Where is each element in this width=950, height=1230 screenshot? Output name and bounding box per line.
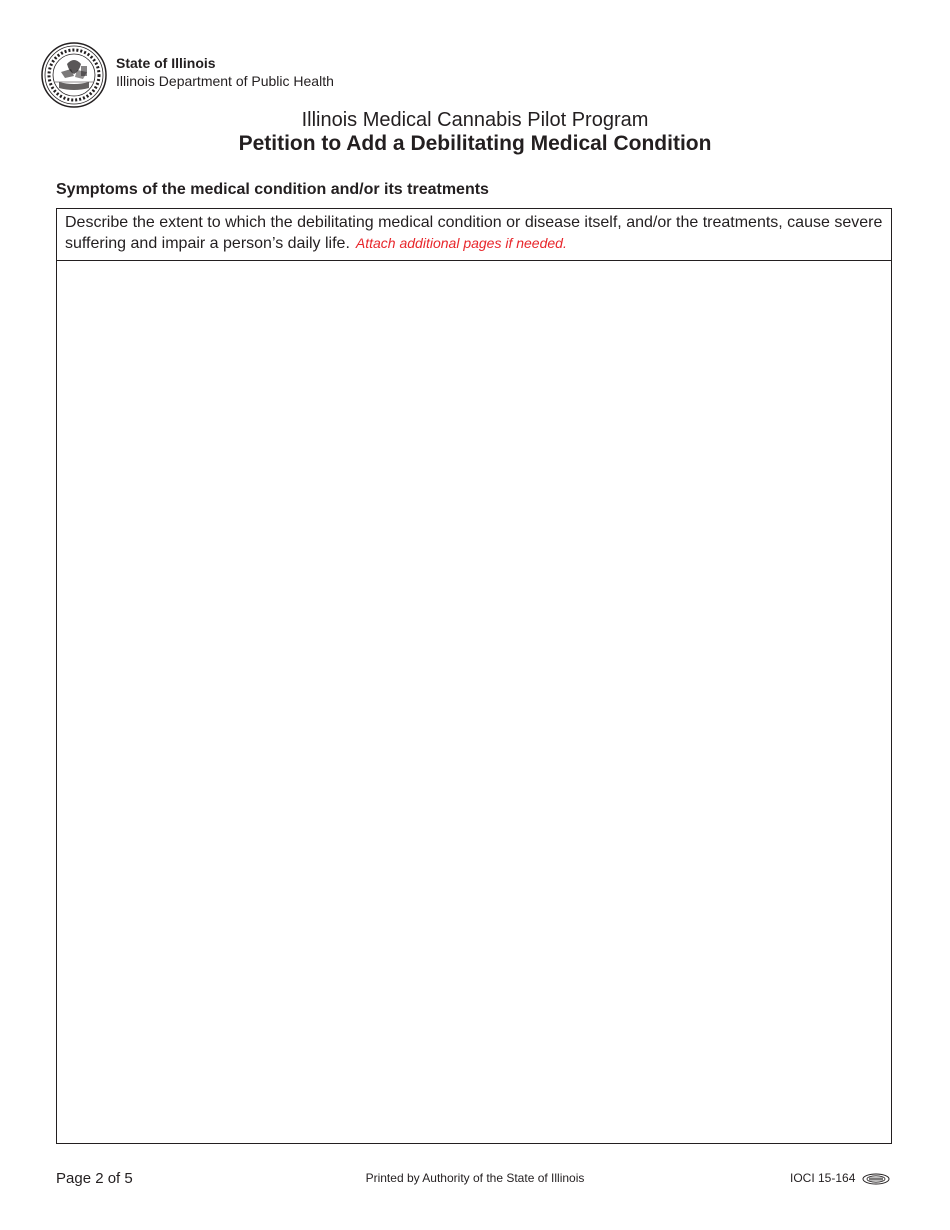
printed-by-authority: Printed by Authority of the State of Illinois — [365, 1171, 585, 1185]
form-code-block — [790, 1171, 891, 1186]
attach-note: Attach additional pages if needed. — [355, 235, 567, 251]
instructions-text: Describe the extent to which the debilitating medical condition or disease itself, and/or the treatments, cause severe suffering and impair a person’s daily life. — [65, 214, 883, 252]
agency-department: Illinois Department of Public Health — [116, 73, 334, 89]
agency-block — [116, 54, 334, 90]
state-seal-icon — [41, 42, 107, 108]
page-number: Page 2 of 5 — [56, 1170, 133, 1187]
section-heading: Symptoms of the medical condition and/or its treatments — [56, 181, 489, 198]
symptoms-form-box — [56, 208, 892, 1144]
form-title: Petition to Add a Debilitating Medical Condition — [238, 132, 712, 155]
printer-bug-icon — [861, 1173, 891, 1185]
symptoms-answer-field[interactable] — [57, 261, 891, 1143]
instructions-box — [57, 209, 891, 261]
form-code: IOCI 15-164 — [790, 1171, 856, 1185]
program-title: Illinois Medical Cannabis Pilot Program — [301, 109, 649, 131]
agency-state: State of Illinois — [116, 55, 216, 71]
